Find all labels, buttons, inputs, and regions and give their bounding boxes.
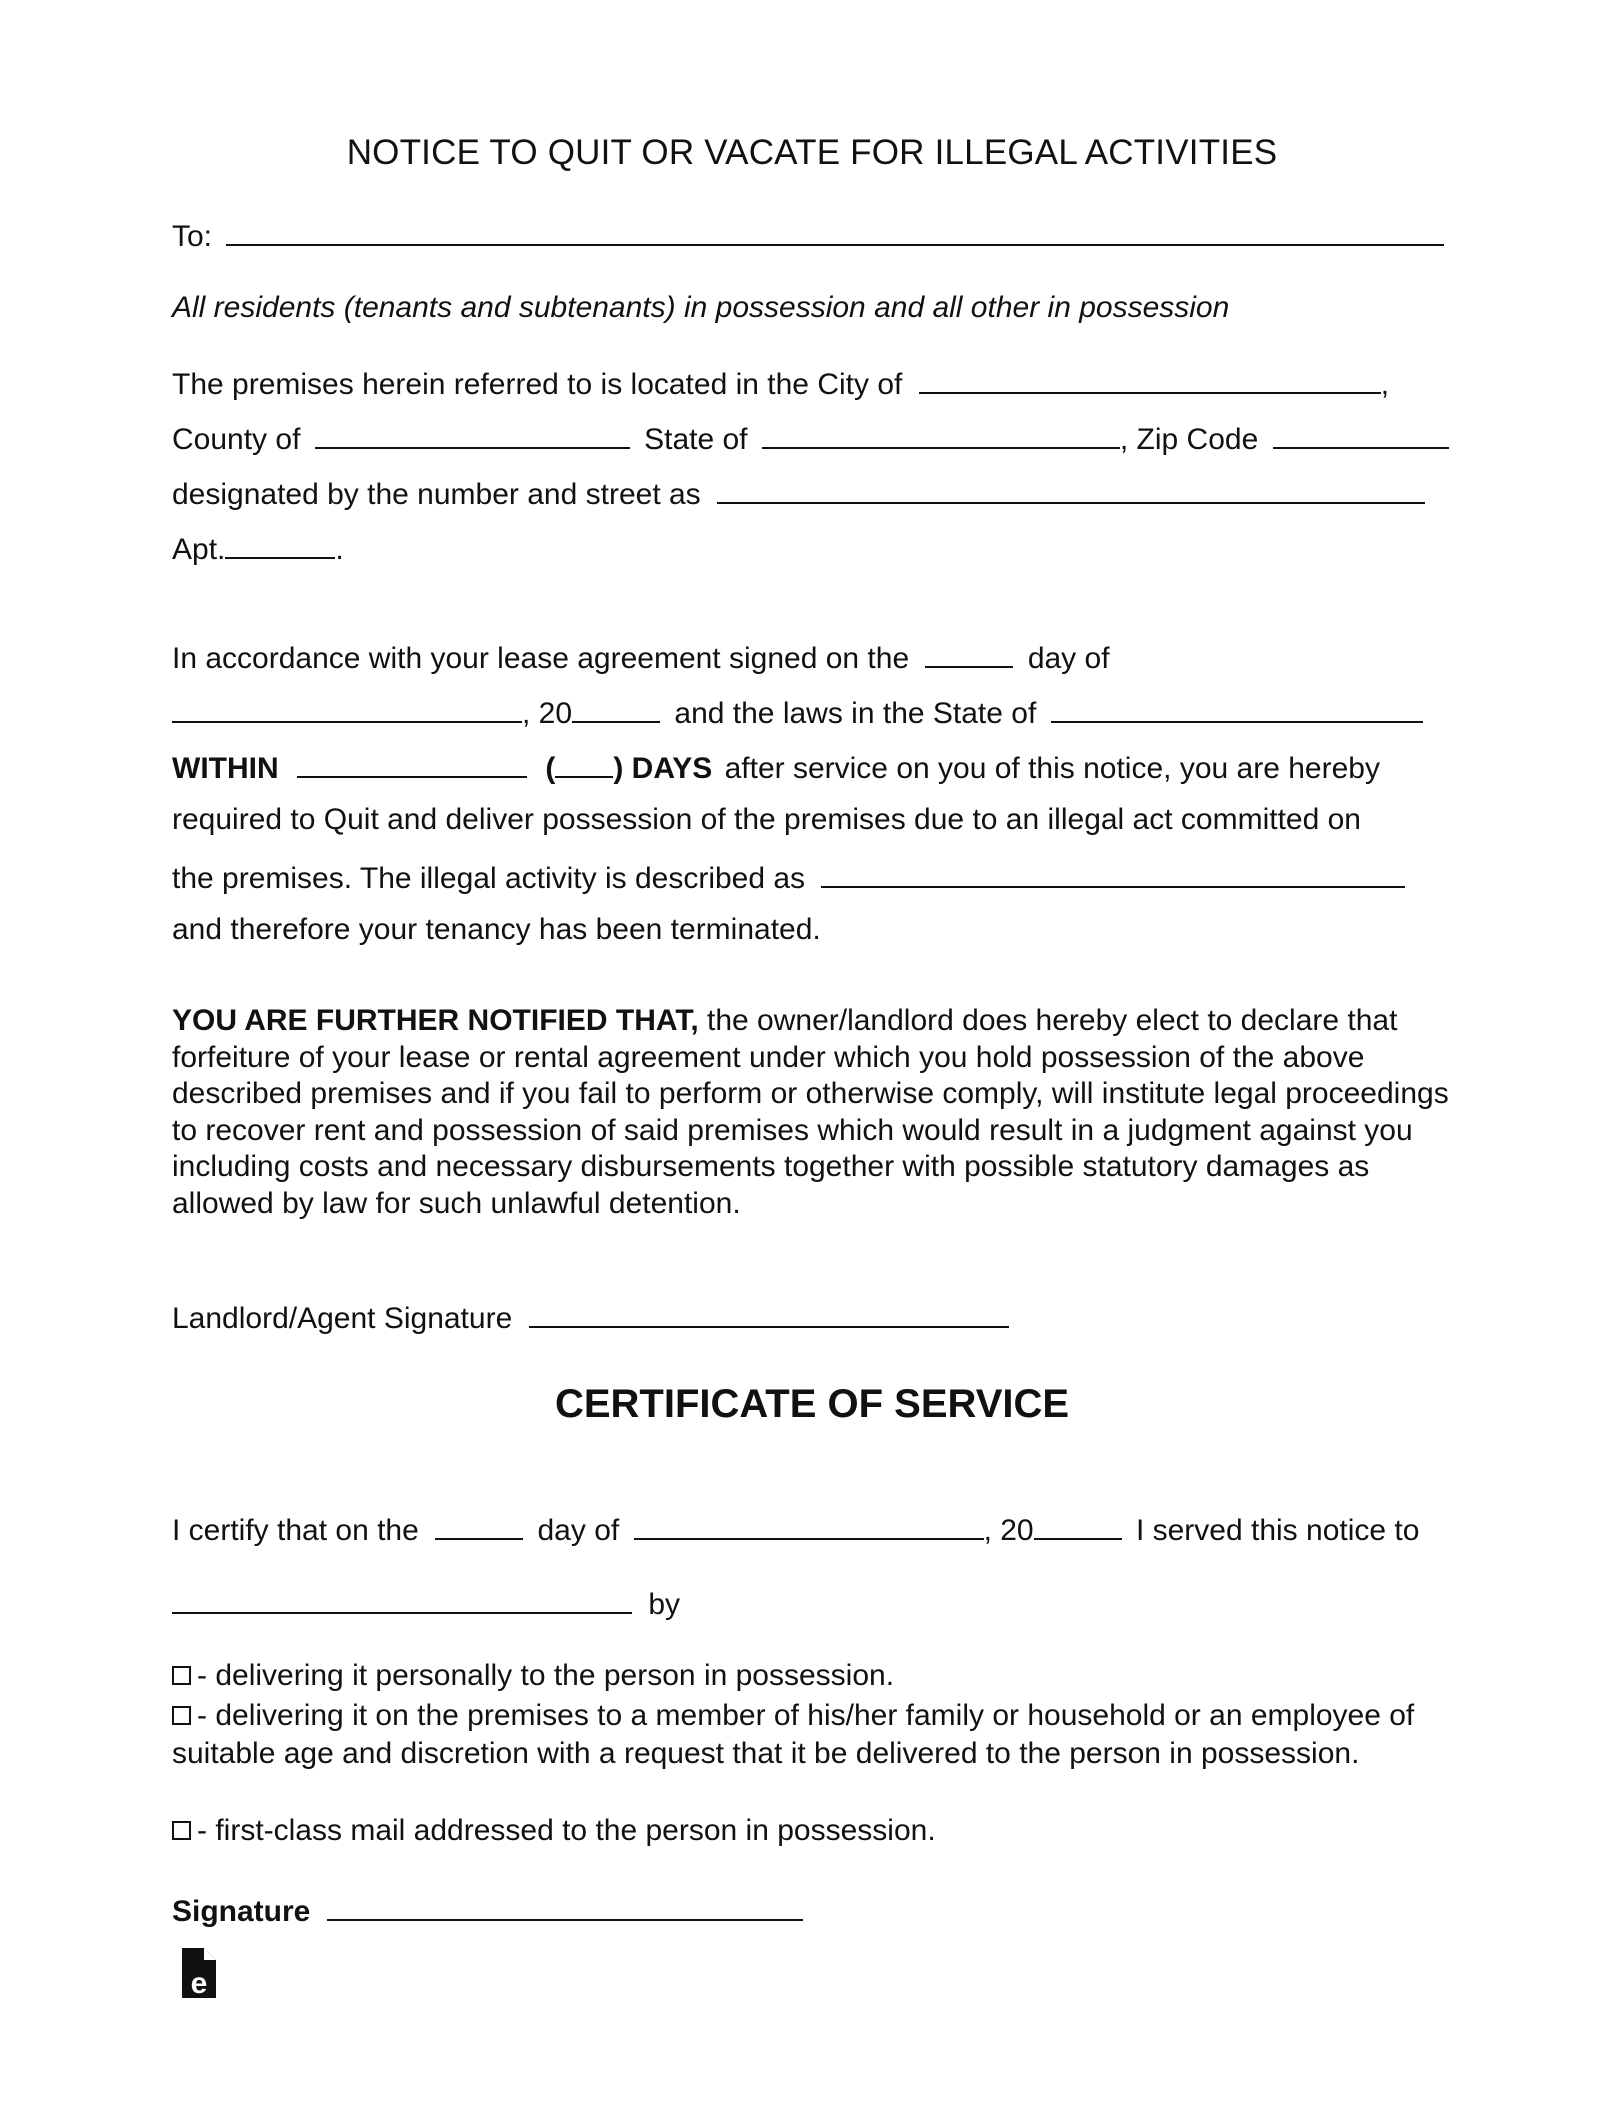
county-field[interactable] [315, 418, 630, 449]
certify-row [172, 1509, 1419, 1549]
city-row [172, 363, 1389, 403]
within-label: WITHIN [172, 752, 279, 785]
cert-year-field[interactable] [1034, 1509, 1122, 1540]
within-row [172, 747, 1380, 787]
checkbox-personal[interactable] [172, 1666, 191, 1685]
laws-text: and the laws in the State of [674, 697, 1037, 730]
street-row [172, 473, 1425, 513]
landlord-signature-label: Landlord/Agent Signature [172, 1302, 513, 1335]
city-field[interactable] [919, 363, 1381, 394]
to-field[interactable] [226, 215, 1444, 246]
lease-year-field[interactable] [572, 692, 660, 723]
option-premises-label: - delivering it on the premises to a member of his/her family or household or an employee of suitable age and discretion with a request that it be delivered to the person in possession. [172, 1699, 1415, 1770]
apt-period: . [335, 533, 344, 566]
illegal-activity-field[interactable] [821, 857, 1405, 888]
signature-field[interactable] [327, 1890, 803, 1921]
county-row [172, 418, 1449, 458]
illegal-row [172, 857, 1405, 897]
document-title: NOTICE TO QUIT OR VACATE FOR ILLEGAL ACTIVITIES [346, 133, 1278, 172]
zip-label: , Zip Code [1119, 423, 1259, 456]
days-number-field[interactable] [555, 747, 613, 778]
option-personal [172, 1658, 894, 1694]
option-mail-label: - first-class mail addressed to the person in possession. [197, 1814, 936, 1847]
street-field[interactable] [717, 473, 1425, 504]
paren-open: ( [545, 752, 556, 785]
cert-month-field[interactable] [634, 1509, 984, 1540]
lease-row-2 [172, 692, 1423, 732]
law-state-field[interactable] [1051, 692, 1423, 723]
further-body: the owner/landlord does hereby elect to declare that forfeiture of your lease or rental agreement under which you hold possession of the above described premises and if you fail to perform or otherwise comply, will institute legal proceedings to recover rent and possession of said premises which would result in a judgment against you including costs and necessary disbursements together with possible statutory damages as allowed by law for such unlawful detention. [172, 1004, 1449, 1220]
served-to-field[interactable] [172, 1583, 632, 1614]
option-personal-label: - delivering it personally to the person in possession. [197, 1659, 895, 1692]
option-mail [172, 1813, 936, 1849]
lease-year-prefix: , 20 [522, 697, 573, 730]
served-to-row [172, 1583, 680, 1623]
city-label: The premises herein referred to is located in the City of [172, 368, 903, 401]
apt-field[interactable] [225, 528, 335, 559]
landlord-signature-row [172, 1297, 1009, 1337]
required-line: required to Quit and deliver possession of the premises due to an illegal act committed on [172, 803, 1361, 836]
lease-month-field[interactable] [172, 692, 522, 723]
lease-day-of: day of [1027, 642, 1110, 675]
signature-label: Signature [172, 1895, 311, 1928]
apt-row [172, 528, 344, 568]
lease-text: In accordance with your lease agreement signed on the [172, 642, 910, 675]
days-label: ) DAYS [613, 752, 713, 785]
further-lead: YOU ARE FURTHER NOTIFIED THAT, [172, 1004, 699, 1037]
county-label: County of [172, 423, 301, 456]
certificate-title: CERTIFICATE OF SERVICE [554, 1382, 1070, 1426]
residents-note: All residents (tenants and subtenants) in possession and all other in possession [172, 291, 1230, 324]
cert-day-field[interactable] [435, 1509, 523, 1540]
state-label: State of [644, 423, 748, 456]
eforms-logo-icon [180, 1948, 218, 2000]
apt-label: Apt. [172, 533, 226, 566]
days-words-field[interactable] [297, 747, 527, 778]
cert-day-of: day of [537, 1514, 620, 1547]
cert-year-prefix: , 20 [983, 1514, 1034, 1547]
to-row [172, 215, 1444, 255]
terminated-line: and therefore your tenancy has been terminated. [172, 913, 821, 946]
checkbox-mail[interactable] [172, 1821, 191, 1840]
lease-row-1 [172, 637, 1110, 677]
svg-text:e: e [190, 1967, 208, 2000]
checkbox-premises[interactable] [172, 1706, 191, 1725]
state-field[interactable] [762, 418, 1120, 449]
after-service-text: after service on you of this notice, you are hereby [724, 752, 1380, 785]
to-label: To: [172, 220, 213, 253]
certify-text: I certify that on the [172, 1514, 419, 1547]
by-label: by [648, 1588, 681, 1621]
comma: , [1380, 368, 1390, 401]
lease-day-field[interactable] [925, 637, 1013, 668]
served-text: I served this notice to [1135, 1514, 1420, 1547]
landlord-signature-field[interactable] [529, 1297, 1009, 1328]
zip-field[interactable] [1273, 418, 1449, 449]
illegal-label: the premises. The illegal activity is described as [172, 862, 806, 895]
street-label: designated by the number and street as [172, 478, 701, 511]
signature-row [172, 1890, 803, 1930]
option-premises [172, 1697, 1462, 1773]
further-notice-paragraph [172, 1003, 1462, 1222]
